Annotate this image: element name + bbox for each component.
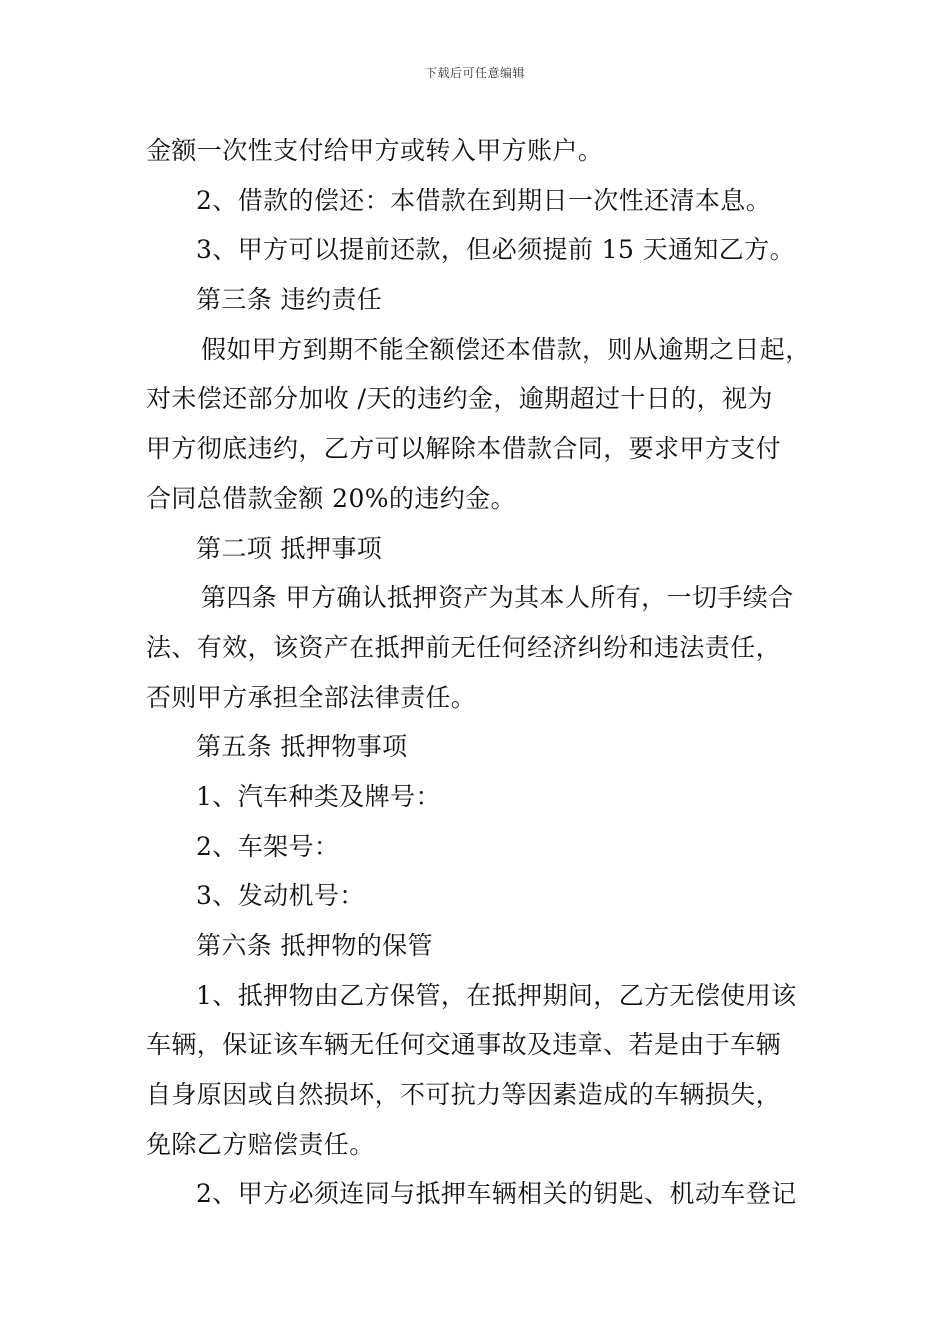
list-item: 1、抵押物由乙方保管，在抵押期间，乙方无偿使用该 <box>196 980 797 1010</box>
paragraph-line: 否则甲方承担全部法律责任。 <box>146 682 477 712</box>
page-header: 下载后可任意编辑 <box>424 66 525 80</box>
list-item: 2、甲方必须连同与抵押车辆相关的钥匙、机动车登记 <box>196 1179 797 1209</box>
paragraph-line: 甲方彻底违约，乙方可以解除本借款合同，要求甲方支付 <box>146 434 782 464</box>
list-item: 2、车架号： <box>196 831 340 861</box>
paragraph-line: 金额一次性支付给甲方或转入甲方账户。 <box>146 136 604 165</box>
paragraph-line: 对未偿还部分加收 /天的违约金，逾期超过十日的，视为 <box>146 384 773 414</box>
article-heading-5: 第五条 抵押物事项 <box>196 732 408 762</box>
paragraph-line: 自身原因或自然损坏，不可抗力等因素造成的车辆损失， <box>146 1080 782 1110</box>
article-heading-3: 第三条 违约责任 <box>196 285 383 315</box>
clause-repayment: 2、借款的偿还：本借款在到期日一次性还清本息。 <box>196 185 772 215</box>
paragraph-line: 合同总借款金额 20%的违约金。 <box>146 483 516 513</box>
section-heading-2: 第二项 抵押事项 <box>196 533 383 563</box>
clause-early-repayment: 3、甲方可以提前还款，但必须提前 15 天通知乙方。 <box>196 235 796 265</box>
article-heading-4: 第四条 甲方确认抵押资产为其本人所有，一切手续合 <box>201 583 794 613</box>
article-heading-6: 第六条 抵押物的保管 <box>196 931 433 960</box>
paragraph-line: 法、有效，该资产在抵押前无任何经济纠纷和违法责任， <box>146 632 782 662</box>
list-item: 3、发动机号： <box>196 881 365 911</box>
paragraph-line: 车辆，保证该车辆无任何交通事故及违章、若是由于车辆 <box>146 1030 782 1060</box>
document-body <box>146 126 810 1219</box>
paragraph-line: 免除乙方赔偿责任。 <box>146 1129 375 1159</box>
paragraph-line: 假如甲方到期不能全额偿还本借款，则从逾期之日起， <box>201 334 811 364</box>
list-item: 1、汽车种类及牌号： <box>196 781 441 811</box>
